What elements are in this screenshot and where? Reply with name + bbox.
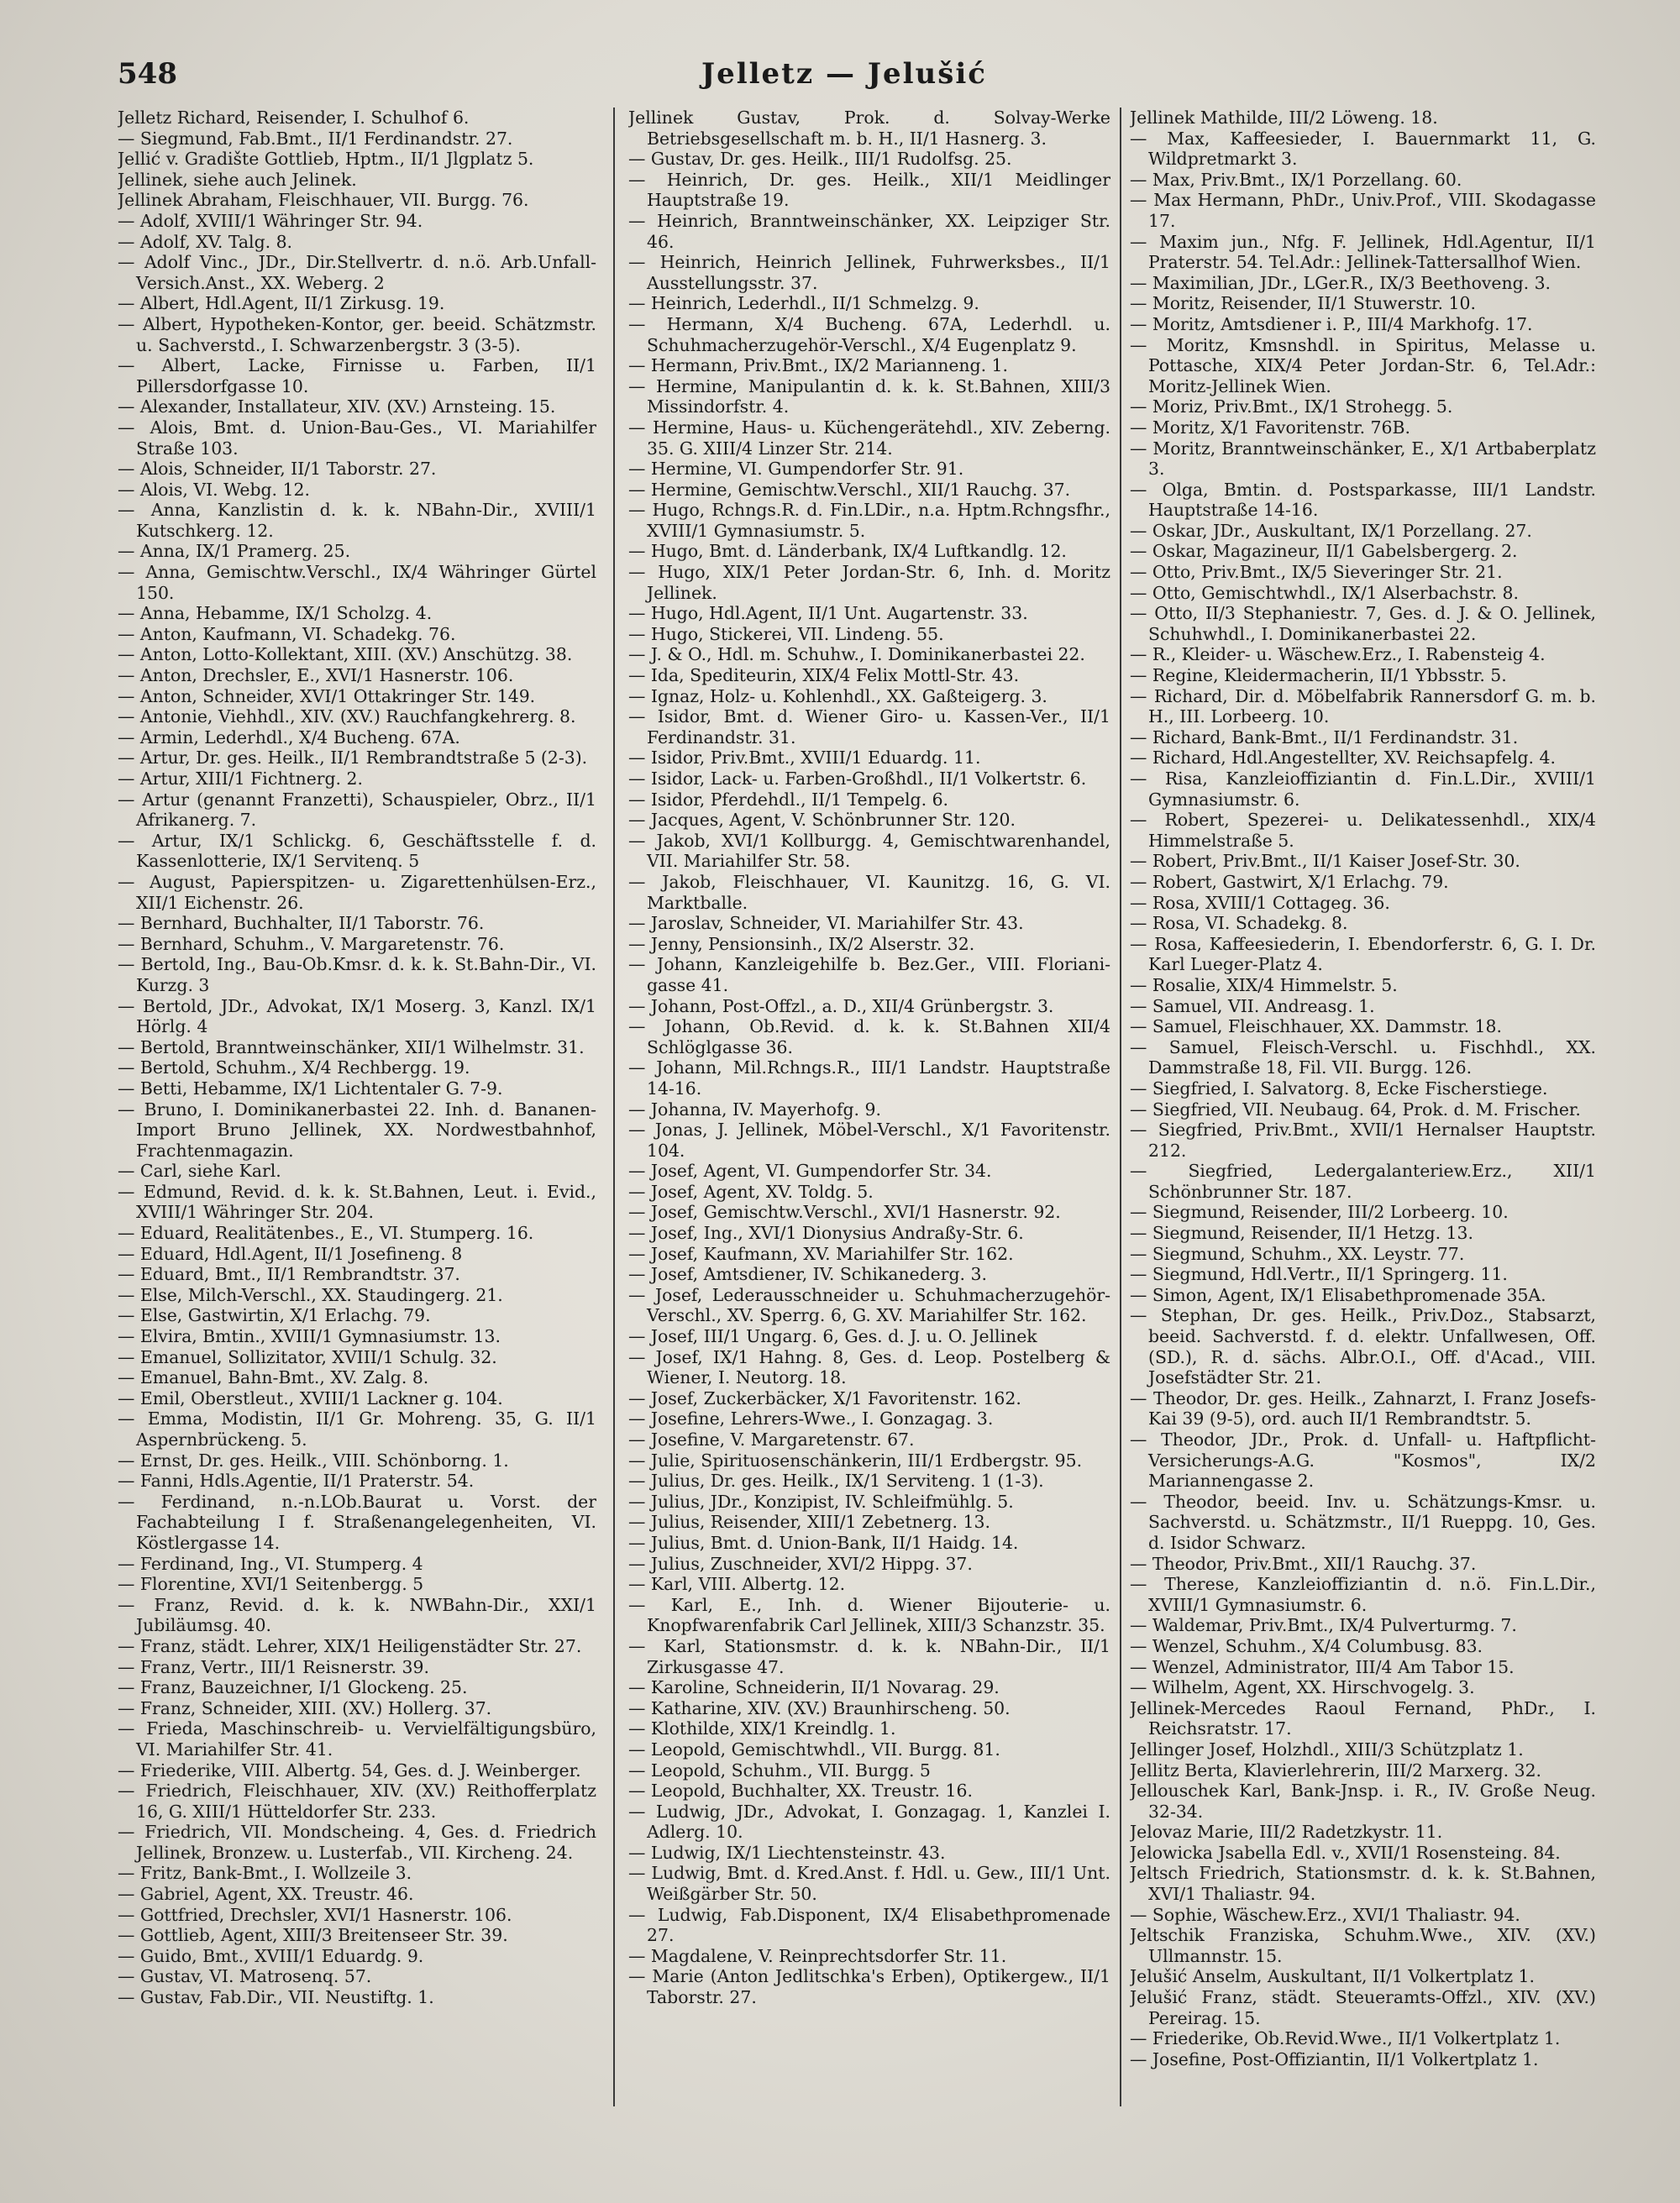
directory-entry: — Wilhelm, Agent, XX. Hirschvogelg. 3.: [1130, 1677, 1475, 1698]
directory-entry: — R., Kleider- u. Wäschew.Erz., I. Rabensteig 4.: [1130, 644, 1546, 665]
directory-entry: — Siegmund, Reisender, II/1 Hetzg. 13.: [1130, 1223, 1473, 1244]
directory-entry: — Josefine, Lehrers-Wwe., I. Gonzagag. 3.: [628, 1408, 994, 1429]
directory-entry: — Theodor, JDr., Prok. d. Unfall- u. Haftpflicht-Versicherungs-A.G. "Kosmos", IX/2 Mariannengasse 2.: [1130, 1429, 1596, 1492]
directory-entry: — Max, Kaffeesieder, I. Bauernmarkt 11, G. Wildpretmarkt 3.: [1130, 128, 1596, 170]
directory-entry: — Carl, siehe Karl.: [118, 1161, 281, 1182]
directory-entry: — Karl, E., Inh. d. Wiener Bijouterie- u. Knopfwarenfabrik Carl Jellinek, XIII/3 Schanzstr. 35.: [628, 1594, 1110, 1636]
directory-entry: — Jakob, XVI/1 Kollburgg. 4, Gemischtwarenhandel, VII. Mariahilfer Str. 58.: [628, 830, 1110, 872]
column-divider: [613, 108, 615, 2106]
directory-entry: Jellinger Josef, Holzhdl., XIII/3 Schützplatz 1.: [1130, 1739, 1524, 1760]
directory-entry: — Moritz, Amtsdiener i. P., III/4 Markhofg. 17.: [1130, 313, 1533, 334]
directory-entry: — Magdalene, V. Reinprechtsdorfer Str. 11.: [628, 1945, 1007, 1966]
directory-entry: — Samuel, Fleisch-Verschl. u. Fischhdl., XX. Dammstraße 18, Fil. VII. Burgg. 126.: [1130, 1036, 1596, 1078]
directory-entry: — Karoline, Schneiderin, II/1 Novarag. 29.: [628, 1677, 1000, 1698]
directory-entry: — Maximilian, JDr., LGer.R., IX/3 Beethoveng. 3.: [1130, 272, 1551, 293]
directory-entry: Jeltsch Friedrich, Stationsmstr. d. k. k. St.Bahnen, XVI/1 Thaliastr. 94.: [1130, 1863, 1596, 1905]
directory-entry: — Anna, IX/1 Pramerg. 25.: [118, 541, 351, 562]
directory-entry: — Rosa, Kaffeesiederin, I. Ebendorferstr. 6, G. I. Dr. Karl Lueger-Platz 4.: [1130, 933, 1596, 975]
directory-entry: — Oskar, JDr., Auskultant, IX/1 Porzellang. 27.: [1130, 520, 1532, 541]
directory-entry: — Oskar, Magazineur, II/1 Gabelsbergerg. 2.: [1130, 541, 1518, 562]
directory-entry: — Hermann, X/4 Bucheng. 67A, Lederhdl. u. Schuhmacherzugehör-Verschl., X/4 Eugenplatz 9.: [628, 313, 1110, 355]
directory-entry: — Samuel, VII. Andreasg. 1.: [1130, 995, 1375, 1016]
directory-entry: Jellitz Berta, Klavierlehrerin, III/2 Marxerg. 32.: [1130, 1760, 1542, 1781]
directory-entry: — Anton, Drechsler, E., XVI/1 Hasnerstr. 106.: [118, 665, 514, 686]
directory-entry: — Bertold, JDr., Advokat, IX/1 Moserg. 3, Kanzl. IX/1 Hörlg. 4: [118, 995, 596, 1037]
directory-entry: — Gustav, Fab.Dir., VII. Neustiftg. 1.: [118, 1987, 434, 2008]
directory-entry: — Theodor, beeid. Inv. u. Schätzungs-Kmsr. u. Sachverstd. u. Schätzmstr., II/1 Rueppg. 10, Ges. d. Isidor Schwarz.: [1130, 1491, 1596, 1553]
directory-entry: — Olga, Bmtin. d. Postsparkasse, III/1 Landstr. Hauptstraße 14-16.: [1130, 479, 1596, 521]
directory-entry: — Siegfried, VII. Neubaug. 64, Prok. d. M. Frischer.: [1130, 1099, 1581, 1120]
directory-entry: — Hugo, Rchngs.R. d. Fin.LDir., n.a. Hptm.Rchngsfhr., XVIII/1 Gymnasiumstr. 5.: [628, 500, 1110, 541]
directory-entry: — J. & O., Hdl. m. Schuhw., I. Dominikanerbastei 22.: [628, 644, 1085, 665]
directory-entry: — Bertold, Branntweinschänker, XII/1 Wilhelmstr. 31.: [118, 1036, 585, 1057]
directory-entry: — Otto, Priv.Bmt., IX/5 Sieveringer Str. 21.: [1130, 562, 1503, 583]
directory-entry: — Anton, Schneider, XVI/1 Ottakringer Str. 149.: [118, 685, 536, 706]
directory-entry: — Hugo, XIX/1 Peter Jordan-Str. 6, Inh. d. Moritz Jellinek.: [628, 562, 1110, 603]
directory-entry: — Leopold, Schuhm., VII. Burgg. 5: [628, 1760, 931, 1781]
directory-entry: — Friedrich, Fleischhauer, XIV. (XV.) Reithofferplatz 16, G. XIII/1 Hütteldorfer Str. 233.: [118, 1781, 596, 1822]
directory-entry: — Anna, Hebamme, IX/1 Scholzg. 4.: [118, 603, 433, 624]
directory-entry: — Alois, Bmt. d. Union-Bau-Ges., VI. Mariahilfer Straße 103.: [118, 417, 596, 459]
directory-entry: — Otto, Gemischtwhdl., IX/1 Alserbachstr. 8.: [1130, 582, 1520, 603]
directory-entry: — Max, Priv.Bmt., IX/1 Porzellang. 60.: [1130, 169, 1462, 190]
directory-entry: — Hermine, Gemischtw.Verschl., XII/1 Rauchg. 37.: [628, 479, 1071, 500]
directory-entry: — Richard, Dir. d. Möbelfabrik Rannersdorf G. m. b. H., III. Lorbeerg. 10.: [1130, 685, 1596, 727]
directory-entry: — Friedrich, VII. Mondscheing. 4, Ges. d. Friedrich Jellinek, Bronzew. u. Lusterfab., VII. Kircheng. 24.: [118, 1822, 596, 1863]
directory-entry: — Moritz, Kmsnshdl. in Spiritus, Melasse u. Pottasche, XIX/4 Peter Jordan-Str. 6, Tel.Adr.: Moritz-Jellinek Wien.: [1130, 334, 1596, 396]
directory-entry: — Josefine, V. Margaretenstr. 67.: [628, 1429, 915, 1450]
directory-entry: — Anna, Kanzlistin d. k. k. NBahn-Dir., XVIII/1 Kutschkerg. 12.: [118, 500, 596, 541]
directory-entry: — Ludwig, Bmt. d. Kred.Anst. f. Hdl. u. Gew., III/1 Unt. Weißgärber Str. 50.: [628, 1863, 1110, 1905]
directory-entry: — Johann, Ob.Revid. d. k. k. St.Bahnen XII/4 Schlöglgasse 36.: [628, 1016, 1110, 1057]
directory-entry: — Johann, Post-Offzl., a. D., XII/4 Grünbergstr. 3.: [628, 995, 1054, 1016]
directory-entry: — Heinrich, Heinrich Jellinek, Fuhrwerksbes., II/1 Ausstellungsstr. 37.: [628, 252, 1110, 293]
directory-entry: — Klothilde, XIX/1 Kreindlg. 1.: [628, 1718, 896, 1739]
directory-entry: — Gottfried, Drechsler, XVI/1 Hasnerstr. 106.: [118, 1904, 512, 1925]
directory-entry: — Heinrich, Branntweinschänker, XX. Leipziger Str. 46.: [628, 210, 1110, 252]
directory-entry: — Rosa, XVIII/1 Cottageg. 36.: [1130, 892, 1390, 913]
directory-entry: — Josef, Ing., XVI/1 Dionysius Andraßy-Str. 6.: [628, 1223, 1024, 1244]
directory-entry: — Albert, Hdl.Agent, II/1 Zirkusg. 19.: [118, 293, 445, 314]
directory-entry: — Wenzel, Schuhm., X/4 Columbusg. 83.: [1130, 1635, 1483, 1656]
directory-entry: — Franz, Schneider, XIII. (XV.) Hollerg. 37.: [118, 1697, 492, 1718]
directory-entry: — Maxim jun., Nfg. F. Jellinek, Hdl.Agentur, II/1 Praterstr. 54. Tel.Adr.: Jellinek-Tattersallhof Wien.: [1130, 231, 1596, 273]
directory-entry: — Katharine, XIV. (XV.) Braunhirscheng. 50.: [628, 1697, 1011, 1718]
directory-entry: — Bertold, Schuhm., X/4 Rechbergg. 19.: [118, 1057, 470, 1078]
directory-entry: — Friederike, VIII. Albertg. 54, Ges. d. J. Weinberger.: [118, 1760, 581, 1781]
directory-entry: — Albert, Hypotheken-Kontor, ger. beeid. Schätzmstr. u. Sachverstd., I. Schwarzenbergstr. 3 (3-5).: [118, 313, 596, 355]
directory-entry: — Alexander, Installateur, XIV. (XV.) Arnsteing. 15.: [118, 396, 556, 417]
directory-entry: — Anna, Gemischtw.Verschl., IX/4 Währinger Gürtel 150.: [118, 562, 596, 603]
directory-entry: — Max Hermann, PhDr., Univ.Prof., VIII. Skodagasse 17.: [1130, 190, 1596, 231]
directory-entry: — Ludwig, IX/1 Liechtensteinstr. 43.: [628, 1842, 946, 1863]
directory-entry: — Betti, Hebamme, IX/1 Lichtentaler G. 7-9.: [118, 1078, 503, 1099]
directory-entry: — Siegfried, Ledergalanteriew.Erz., XII/1 Schönbrunner Str. 187.: [1130, 1161, 1596, 1202]
directory-entry: — Frieda, Maschinschreib- u. Vervielfältigungsbüro, VI. Mariahilfer Str. 41.: [118, 1718, 596, 1760]
directory-entry: — Eduard, Hdl.Agent, II/1 Josefineng. 8: [118, 1243, 463, 1264]
directory-entry: — Julius, Reisender, XIII/1 Zebetnerg. 13.: [628, 1512, 990, 1533]
directory-entry: — Siegmund, Reisender, III/2 Lorbeerg. 10.: [1130, 1202, 1509, 1223]
directory-entry: — Rosalie, XIX/4 Himmelstr. 5.: [1130, 974, 1398, 995]
directory-entry: — Alois, Schneider, II/1 Taborstr. 27.: [118, 459, 437, 480]
directory-entry: — Heinrich, Lederhdl., II/1 Schmelzg. 9.: [628, 293, 979, 314]
directory-entry: — Emma, Modistin, II/1 Gr. Mohreng. 35, G. II/1 Aspernbrückeng. 5.: [118, 1408, 596, 1450]
directory-entry: Jelowicka Jsabella Edl. v., XVII/1 Rosensteing. 84.: [1130, 1842, 1561, 1863]
directory-entry: — Ignaz, Holz- u. Kohlenhdl., XX. Gaßteigerg. 3.: [628, 685, 1047, 706]
directory-entry: — Otto, II/3 Stephaniestr. 7, Ges. d. J. & O. Jellinek, Schuhwhdl., I. Dominikanerbastei 22.: [1130, 603, 1596, 644]
directory-entry: — Julie, Spirituosenschänkerin, III/1 Erdbergstr. 95.: [628, 1450, 1083, 1471]
directory-entry: — Eduard, Realitätenbes., E., VI. Stumperg. 16.: [118, 1223, 534, 1244]
directory-entry: — Gustav, VI. Matrosenq. 57.: [118, 1966, 372, 1987]
directory-entry: — Franz, Bauzeichner, I/1 Glockeng. 25.: [118, 1677, 468, 1698]
directory-entry: — Hermine, Manipulantin d. k. k. St.Bahnen, XIII/3 Missindorfstr. 4.: [628, 375, 1110, 417]
directory-entry: Jelušić Anselm, Auskultant, II/1 Volkertplatz 1.: [1130, 1966, 1536, 1987]
directory-entry: — Bernhard, Schuhm., V. Margaretenstr. 76.: [118, 933, 505, 954]
directory-entry: — Albert, Lacke, Firnisse u. Farben, II/1 Pillersdorfgasse 10.: [118, 355, 596, 396]
directory-entry: — Julius, Bmt. d. Union-Bank, II/1 Haidg. 14.: [628, 1532, 1019, 1553]
directory-entry: — Hermine, Haus- u. Küchengerätehdl., XIV. Zeberng. 35. G. XIII/4 Linzer Str. 214.: [628, 417, 1110, 459]
directory-entry: Jellić v. Gradište Gottlieb, Hptm., II/1 Jlgplatz 5.: [118, 149, 534, 170]
directory-entry: — Richard, Hdl.Angestellter, XV. Reichsapfelg. 4.: [1130, 747, 1556, 768]
directory-entry: — Adolf Vinc., JDr., Dir.Stellvertr. d. n.ö. Arb.Unfall-Versich.Anst., XX. Weberg. 2: [118, 252, 596, 293]
directory-entry: — Elvira, Bmtin., XVIII/1 Gymnasiumstr. 13.: [118, 1326, 501, 1347]
directory-entry: Jellinek Mathilde, III/2 Löweng. 18.: [1130, 108, 1438, 128]
directory-entry: — Josef, Lederausschneider u. Schuhmacherzugehör-Verschl., XV. Sperrg. 6, G. XV. Mariahilfer Str. 162.: [628, 1284, 1110, 1326]
directory-entry: Jelletz Richard, Reisender, I. Schulhof 6.: [118, 108, 470, 128]
column-divider: [1120, 108, 1121, 2106]
directory-entry: — Jonas, J. Jellinek, Möbel-Verschl., X/1 Favoritenstr. 104.: [628, 1120, 1110, 1161]
directory-entry: — Ferdinand, Ing., VI. Stumperg. 4: [118, 1553, 423, 1574]
directory-entry: — Emanuel, Sollizitator, XVIII/1 Schulg. 32.: [118, 1346, 497, 1367]
directory-entry: — Bruno, I. Dominikanerbastei 22. Inh. d. Bananen-Import Bruno Jellinek, XX. Nordwestbahnhof, Frachtenmagazin.: [118, 1099, 596, 1161]
directory-entry: — Isidor, Pferdehdl., II/1 Tempelg. 6.: [628, 789, 949, 810]
directory-entry: — Josef, IX/1 Hahng. 8, Ges. d. Leop. Postelberg & Wiener, I. Neutorg. 18.: [628, 1346, 1110, 1388]
directory-entry: Jeltschik Franziska, Schuhm.Wwe., XIV. (XV.) Ullmannstr. 15.: [1130, 1925, 1596, 1966]
directory-entry: — Moriz, Priv.Bmt., IX/1 Strohegg. 5.: [1130, 396, 1453, 417]
directory-entry: — Johann, Kanzleigehilfe b. Bez.Ger., VIII. Floriani-gasse 41.: [628, 954, 1110, 995]
directory-entry: — Ida, Spediteurin, XIX/4 Felix Mottl-Str. 43.: [628, 665, 1020, 686]
directory-entry: — Siegmund, Hdl.Vertr., II/1 Springerg. 11.: [1130, 1264, 1508, 1285]
directory-entry: — Josef, Zuckerbäcker, X/1 Favoritenstr. 162.: [628, 1387, 1021, 1408]
directory-entry: — Risa, Kanzleioffiziantin d. Fin.L.Dir., XVIII/1 Gymnasiumstr. 6.: [1130, 768, 1596, 810]
directory-entry: — Jakob, Fleischhauer, VI. Kaunitzg. 16, G. VI. Marktballe.: [628, 871, 1110, 913]
directory-entry: — August, Papierspitzen- u. Zigarettenhülsen-Erz., XII/1 Eichenstr. 26.: [118, 871, 596, 913]
directory-entry: — Gustav, Dr. ges. Heilk., III/1 Rudolfsg. 25.: [628, 149, 1012, 170]
directory-entry: — Anton, Lotto-Kollektant, XIII. (XV.) Anschützg. 38.: [118, 644, 573, 665]
column-2: [628, 108, 1110, 2157]
directory-entry: — Edmund, Revid. d. k. k. St.Bahnen, Leut. i. Evid., XVIII/1 Währinger Str. 204.: [118, 1181, 596, 1223]
directory-entry: — Gabriel, Agent, XX. Treustr. 46.: [118, 1884, 414, 1905]
directory-entry: — Rosa, VI. Schadekg. 8.: [1130, 913, 1348, 934]
directory-entry: — Bernhard, Buchhalter, II/1 Taborstr. 76.: [118, 913, 485, 934]
directory-entry: — Eduard, Bmt., II/1 Rembrandtstr. 37.: [118, 1264, 460, 1285]
directory-entry: — Bertold, Ing., Bau-Ob.Kmsr. d. k. k. St.Bahn-Dir., VI. Kurzg. 3: [118, 954, 596, 995]
directory-entry: — Fritz, Bank-Bmt., I. Wollzeile 3.: [118, 1863, 412, 1884]
directory-entry: — Josef, Gemischtw.Verschl., XVI/1 Hasnerstr. 92.: [628, 1202, 1061, 1223]
directory-entry: — Julius, JDr., Konzipist, IV. Schleifmühlg. 5.: [628, 1491, 1014, 1512]
directory-entry: — Waldemar, Priv.Bmt., IX/4 Pulverturmg. 7.: [1130, 1615, 1517, 1636]
directory-entry: — Artur, IX/1 Schlickg. 6, Geschäftsstelle f. d. Kassenlotterie, IX/1 Servitenq. 5: [118, 830, 596, 872]
directory-entry: Jellinek Abraham, Fleischhauer, VII. Burgg. 76.: [118, 190, 529, 211]
directory-entry: — Hugo, Hdl.Agent, II/1 Unt. Augartenstr. 33.: [628, 603, 1028, 624]
directory-entry: — Johann, Mil.Rchngs.R., III/1 Landstr. Hauptstraße 14-16.: [628, 1057, 1110, 1099]
directory-entry: — Siegfried, Priv.Bmt., XVII/1 Hernalser Hauptstr. 212.: [1130, 1120, 1596, 1161]
directory-entry: — Josef, III/1 Ungarg. 6, Ges. d. J. u. O. Jellinek: [628, 1326, 1037, 1347]
directory-entry: — Emanuel, Bahn-Bmt., XV. Zalg. 8.: [118, 1367, 429, 1388]
directory-entry: Jellinek, siehe auch Jelinek.: [118, 169, 357, 190]
directory-entry: Jelovaz Marie, III/2 Radetzkystr. 11.: [1130, 1822, 1443, 1843]
directory-entry: — Therese, Kanzleioffiziantin d. n.ö. Fin.L.Dir., XVIII/1 Gymnasiumstr. 6.: [1130, 1574, 1596, 1615]
directory-entry: — Hugo, Bmt. d. Länderbank, IX/4 Luftkandlg. 12.: [628, 541, 1067, 562]
directory-entry: — Karl, Stationsmstr. d. k. k. NBahn-Dir., II/1 Zirkusgasse 47.: [628, 1635, 1110, 1677]
directory-entry: — Ernst, Dr. ges. Heilk., VIII. Schönborng. 1.: [118, 1450, 509, 1471]
directory-entry: Jellouschek Karl, Bank-Jnsp. i. R., IV. Große Neug. 32-34.: [1130, 1781, 1596, 1822]
directory-entry: — Artur (genannt Franzetti), Schauspieler, Obrz., II/1 Afrikanerg. 7.: [118, 789, 596, 831]
directory-entry: — Robert, Spezerei- u. Delikatessenhdl., XIX/4 Himmelstraße 5.: [1130, 810, 1596, 851]
directory-entry: — Franz, Revid. d. k. k. NWBahn-Dir., XXI/1 Jubiläumsg. 40.: [118, 1594, 596, 1636]
directory-entry: — Else, Milch-Verschl., XX. Staudingerg. 21.: [118, 1284, 503, 1305]
directory-entry: — Josef, Kaufmann, XV. Mariahilfer Str. 162.: [628, 1243, 1014, 1264]
directory-entry: — Isidor, Priv.Bmt., XVIII/1 Eduardg. 11.: [628, 747, 981, 768]
directory-entry: — Samuel, Fleischhauer, XX. Dammstr. 18.: [1130, 1016, 1502, 1037]
directory-entry: — Hermine, VI. Gumpendorfer Str. 91.: [628, 459, 964, 480]
directory-entry: Jelušić Franz, städt. Steueramts-Offzl., XIV. (XV.) Pereirag. 15.: [1130, 1987, 1596, 2028]
column-1: [118, 108, 596, 2157]
directory-entry: — Julius, Zuschneider, XVI/2 Hippg. 37.: [628, 1553, 973, 1574]
directory-entry: — Siegmund, Fab.Bmt., II/1 Ferdinandstr. 27.: [118, 128, 513, 149]
page-header: [118, 57, 1571, 99]
directory-entry: — Florentine, XVI/1 Seitenbergg. 5: [118, 1574, 424, 1595]
directory-entry: — Guido, Bmt., XVIII/1 Eduardg. 9.: [118, 1945, 424, 1966]
directory-entry: — Gottlieb, Agent, XIII/3 Breitenseer Str. 39.: [118, 1925, 508, 1946]
directory-entry: — Siegmund, Schuhm., XX. Leystr. 77.: [1130, 1243, 1465, 1264]
directory-entry: — Alois, VI. Webg. 12.: [118, 479, 310, 500]
directory-entry: — Marie (Anton Jedlitschka's Erben), Optikergew., II/1 Taborstr. 27.: [628, 1966, 1110, 2008]
directory-entry: — Adolf, XV. Talg. 8.: [118, 231, 293, 252]
directory-entry: — Adolf, XVIII/1 Währinger Str. 94.: [118, 210, 423, 231]
directory-entry: — Josef, Agent, XV. Toldg. 5.: [628, 1181, 874, 1202]
directory-entry: — Leopold, Gemischtwhdl., VII. Burgg. 81.: [628, 1739, 1000, 1760]
directory-entry: — Ludwig, Fab.Disponent, IX/4 Elisabethpromenade 27.: [628, 1904, 1110, 1946]
directory-entry: — Antonie, Viehhdl., XIV. (XV.) Rauchfangkehrerg. 8.: [118, 706, 576, 727]
directory-entry: — Leopold, Buchhalter, XX. Treustr. 16.: [628, 1781, 973, 1802]
directory-entry: — Robert, Gastwirt, X/1 Erlachg. 79.: [1130, 871, 1449, 892]
directory-entry: — Franz, Vertr., III/1 Reisnerstr. 39.: [118, 1656, 429, 1677]
directory-entry: — Anton, Kaufmann, VI. Schadekg. 76.: [118, 623, 456, 644]
directory-entry: — Emil, Oberstleut., XVIII/1 Lackner g. 104.: [118, 1387, 503, 1408]
directory-entry: — Regine, Kleidermacherin, II/1 Ybbsstr. 5.: [1130, 665, 1507, 686]
directory-entry: — Franz, städt. Lehrer, XIX/1 Heiligenstädter Str. 27.: [118, 1635, 582, 1656]
directory-entry: — Moritz, X/1 Favoritenstr. 76B.: [1130, 417, 1410, 438]
directory-entry: — Moritz, Reisender, II/1 Stuwerstr. 10.: [1130, 293, 1476, 314]
directory-entry: — Stephan, Dr. ges. Heilk., Priv.Doz., Stabsarzt, beeid. Sachverstd. f. d. elektr. Unfallwesen, Off. (SD.), R. d. sächs. Albr.O.I., Off. d'Acad., VIII. Josefstädter Str. 21.: [1130, 1305, 1596, 1388]
directory-entry: — Jacques, Agent, V. Schönbrunner Str. 120.: [628, 810, 1016, 831]
directory-entry: — Josef, Agent, VI. Gumpendorfer Str. 34.: [628, 1161, 992, 1182]
directory-entry: — Josefine, Post-Offiziantin, II/1 Volkertplatz 1.: [1130, 2048, 1539, 2069]
directory-entry: Jellinek-Mercedes Raoul Fernand, PhDr., I. Reichsratstr. 17.: [1130, 1697, 1596, 1739]
running-head: Jelletz — Jelušić: [701, 57, 987, 91]
directory-entry: — Ludwig, JDr., Advokat, I. Gonzagag. 1, Kanzlei I. Adlerg. 10.: [628, 1801, 1110, 1843]
page-number: 548: [118, 57, 177, 91]
directory-entry: — Hermann, Priv.Bmt., IX/2 Marianneng. 1.: [628, 355, 1009, 376]
directory-entry: Jellinek Gustav, Prok. d. Solvay-Werke Betriebsgesellschaft m. b. H., II/1 Hasnerg. 3.: [628, 108, 1110, 149]
directory-entry: — Isidor, Lack- u. Farben-Großhdl., II/1 Volkertstr. 6.: [628, 768, 1087, 789]
directory-entry: — Hugo, Stickerei, VII. Lindeng. 55.: [628, 623, 944, 644]
directory-entry: — Artur, XIII/1 Fichtnerg. 2.: [118, 768, 363, 789]
directory-entry: — Richard, Bank-Bmt., II/1 Ferdinandstr. 31.: [1130, 726, 1519, 747]
directory-entry: — Jenny, Pensionsinh., IX/2 Alserstr. 32.: [628, 933, 975, 954]
directory-entry: — Fanni, Hdls.Agentie, II/1 Praterstr. 54.: [118, 1471, 475, 1492]
directory-entry: — Johanna, IV. Mayerhofg. 9.: [628, 1099, 881, 1120]
directory-entry: — Wenzel, Administrator, III/4 Am Tabor 15.: [1130, 1656, 1515, 1677]
directory-entry: — Julius, Dr. ges. Heilk., IX/1 Serviteng. 1 (1-3).: [628, 1471, 1044, 1492]
directory-entry: — Theodor, Dr. ges. Heilk., Zahnarzt, I. Franz Josefs-Kai 39 (9-5), ord. auch II/1 Rembrandtstr. 5.: [1130, 1387, 1596, 1429]
column-3: [1130, 108, 1596, 2157]
directory-entry: — Moritz, Branntweinschänker, E., X/1 Artbaberplatz 3.: [1130, 438, 1596, 480]
directory-entry: — Armin, Lederhdl., X/4 Bucheng. 67A.: [118, 726, 460, 747]
directory-entry: — Simon, Agent, IX/1 Elisabethpromenade 35A.: [1130, 1284, 1546, 1305]
directory-entry: — Heinrich, Dr. ges. Heilk., XII/1 Meidlinger Hauptstraße 19.: [628, 169, 1110, 211]
directory-entry: — Theodor, Priv.Bmt., XII/1 Rauchg. 37.: [1130, 1553, 1477, 1574]
directory-entry: — Artur, Dr. ges. Heilk., II/1 Rembrandtstraße 5 (2-3).: [118, 747, 588, 768]
directory-entry: — Sophie, Wäschew.Erz., XVI/1 Thaliastr. 94.: [1130, 1904, 1520, 1925]
directory-entry: — Karl, VIII. Albertg. 12.: [628, 1574, 846, 1595]
directory-entry: — Josef, Amtsdiener, IV. Schikanederg. 3.: [628, 1264, 987, 1285]
directory-entry: — Else, Gastwirtin, X/1 Erlachg. 79.: [118, 1305, 431, 1326]
directory-entry: — Siegfried, I. Salvatorg. 8, Ecke Fischerstiege.: [1130, 1078, 1548, 1099]
directory-entry: — Robert, Priv.Bmt., II/1 Kaiser Josef-Str. 30.: [1130, 851, 1520, 872]
directory-entry: — Friederike, Ob.Revid.Wwe., II/1 Volkertplatz 1.: [1130, 2028, 1561, 2049]
directory-entry: — Ferdinand, n.-n.LOb.Baurat u. Vorst. der Fachabteilung I f. Straßenangelegenheiten, VI. Köstlergasse 14.: [118, 1491, 596, 1553]
directory-entry: — Jaroslav, Schneider, VI. Mariahilfer Str. 43.: [628, 913, 1024, 934]
directory-entry: — Isidor, Bmt. d. Wiener Giro- u. Kassen-Ver., II/1 Ferdinandstr. 31.: [628, 706, 1110, 747]
